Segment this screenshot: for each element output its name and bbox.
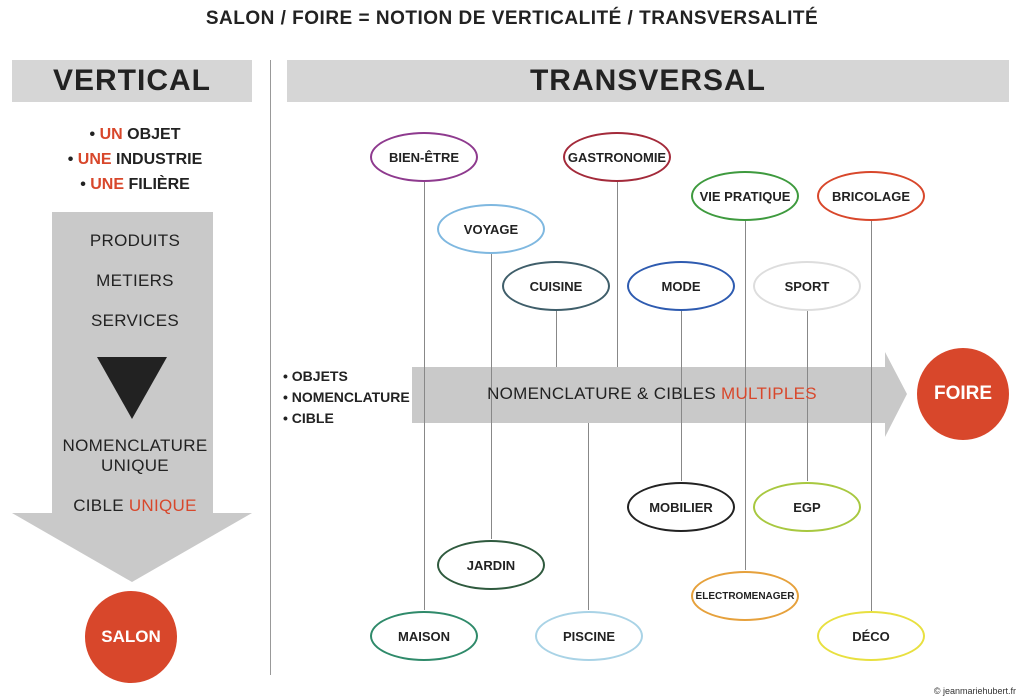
cible-unique-label: CIBLE UNIQUE bbox=[73, 496, 197, 515]
transversal-heading: TRANSVERSAL bbox=[287, 60, 1009, 102]
criteria-item: • OBJETS bbox=[283, 368, 348, 384]
vertical-heading: VERTICAL bbox=[12, 60, 252, 102]
nomenclature-unique-label: UNIQUE bbox=[101, 456, 169, 475]
page-title: SALON / FOIRE = NOTION DE VERTICALITÉ / TRANSVERSALITÉ bbox=[205, 8, 819, 29]
connector-line bbox=[617, 180, 618, 367]
criteria-item: • NOMENCLATURE bbox=[283, 389, 410, 405]
nomenclature-label: NOMENCLATURE bbox=[62, 436, 208, 455]
oval-jardin: JARDIN bbox=[437, 540, 545, 590]
oval-electromenager: ELECTROMENAGER bbox=[691, 571, 799, 621]
vertical-item-produits: PRODUITS bbox=[89, 231, 181, 250]
connector-line bbox=[556, 309, 557, 367]
oval-mobilier: MOBILIER bbox=[627, 482, 735, 532]
oval-bien-etre: BIEN-ÊTRE bbox=[370, 132, 478, 182]
criteria-item: • CIBLE bbox=[283, 410, 334, 426]
oval-gastronomie: GASTRONOMIE bbox=[563, 132, 671, 182]
oval-mode: MODE bbox=[627, 261, 735, 311]
oval-egp: EGP bbox=[753, 482, 861, 532]
salon-circle: SALON bbox=[85, 591, 177, 683]
oval-bricolage: BRICOLAGE bbox=[817, 171, 925, 221]
vertical-item-services: SERVICES bbox=[90, 311, 180, 330]
transversal-criteria-list bbox=[283, 366, 410, 429]
oval-maison: MAISON bbox=[370, 611, 478, 661]
oval-piscine: PISCINE bbox=[535, 611, 643, 661]
oval-sport: SPORT bbox=[753, 261, 861, 311]
oval-deco: DÉCO bbox=[817, 611, 925, 661]
oval-voyage: VOYAGE bbox=[437, 204, 545, 254]
vertical-item-metiers: METIERS bbox=[96, 271, 174, 290]
connector-line bbox=[871, 219, 872, 611]
oval-cuisine: CUISINE bbox=[502, 261, 610, 311]
oval-vie-pratique: VIE PRATIQUE bbox=[691, 171, 799, 221]
vertical-bullet: • UN OBJET bbox=[89, 126, 181, 143]
vertical-bullet: • UNE FILIÈRE bbox=[80, 176, 190, 193]
connector-line bbox=[588, 423, 589, 610]
transversal-arrow-label: NOMENCLATURE & CIBLES MULTIPLES bbox=[487, 384, 817, 403]
credit-text: © jeanmariehubert.fr bbox=[933, 686, 1016, 696]
foire-circle: FOIRE bbox=[917, 348, 1009, 440]
vertical-bullet: • UNE INDUSTRIE bbox=[67, 151, 203, 168]
